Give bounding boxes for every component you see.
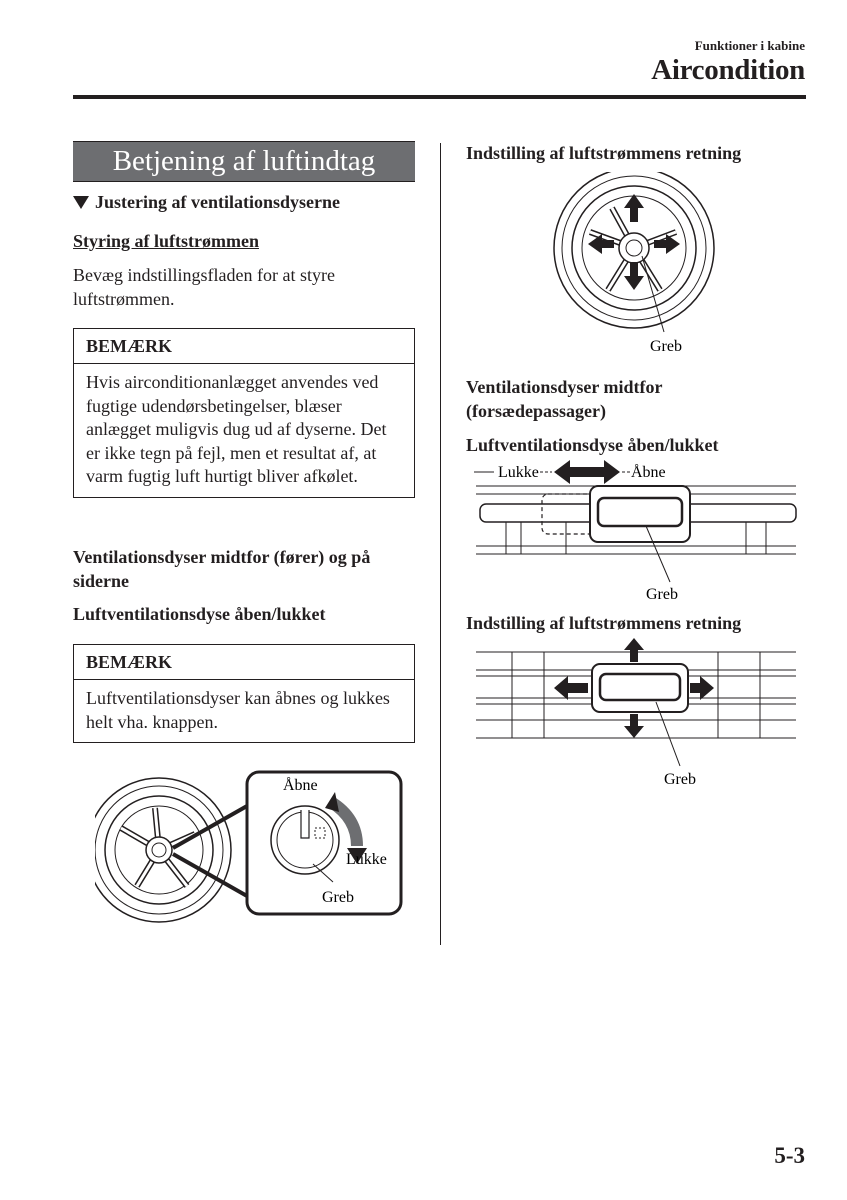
heading-passenger-vents: Ventilationsdyser midtfor (forsædepassager) <box>466 377 663 421</box>
label-knob: Greb <box>664 771 696 788</box>
intro-paragraph: Bevæg indstillingsfladen for at styre luftstrømmen. <box>73 265 335 309</box>
triangle-bullet-icon <box>73 196 89 209</box>
label-open: Åbne <box>283 777 318 794</box>
topic-heading: Styring af luftstrømmen <box>73 231 259 251</box>
note-text: Hvis airconditionanlægget anvendes ved fugtige udendørsbetingelser, blæser anlægget muligvis dug ud af dyserne. Det er ikke tegn på fejl, men et resultat af, at varm fugtig luft hurtigt bliver afkølet. <box>86 372 387 486</box>
label-knob: Greb <box>646 586 678 603</box>
label-knob: Greb <box>322 889 354 906</box>
subsection-heading <box>73 192 340 213</box>
heading-open-close: Luftventilationsdyse åben/lukket <box>466 435 719 455</box>
note-box <box>73 328 415 498</box>
round-vent-direction-figure <box>552 172 722 362</box>
slide-vent-direction-figure <box>466 636 806 796</box>
label-knob: Greb <box>650 338 682 355</box>
heading-direction: Indstilling af luftstrømmens retning <box>466 613 742 633</box>
header-rule <box>73 95 806 99</box>
label-close: Lukke <box>346 851 387 868</box>
slider-knob <box>590 486 690 542</box>
note-box <box>73 644 415 743</box>
horizontal-arrow-icon <box>554 460 620 484</box>
round-vent-knob-figure <box>95 768 405 948</box>
heading-open-close: Luftventilationsdyse åben/lukket <box>73 604 326 624</box>
note-title: BEMÆRK <box>74 645 414 680</box>
page-number: 5-3 <box>774 1143 805 1168</box>
note-text: Luftventilationsdyser kan åbnes og lukkes helt vha. knappen. <box>86 688 390 732</box>
label-open: Åbne <box>631 464 666 481</box>
label-close: Lukke <box>498 464 539 481</box>
section-banner: Betjening af luftindtag <box>73 141 415 182</box>
subsection-heading-text: Justering af ventilationsdyserne <box>95 192 340 212</box>
heading-direction: Indstilling af luftstrømmens retning <box>466 143 742 163</box>
page-title: Aircondition <box>651 54 805 86</box>
column-divider <box>440 143 441 945</box>
section-label: Funktioner i kabine <box>694 38 805 53</box>
slider-knob <box>592 664 688 712</box>
slide-vent-open-close-figure <box>466 458 806 608</box>
round-vent-illustration <box>95 778 231 922</box>
note-title: BEMÆRK <box>74 329 414 364</box>
heading-driver-vents: Ventilationsdyser midtfor (fører) og på siderne <box>73 547 371 591</box>
